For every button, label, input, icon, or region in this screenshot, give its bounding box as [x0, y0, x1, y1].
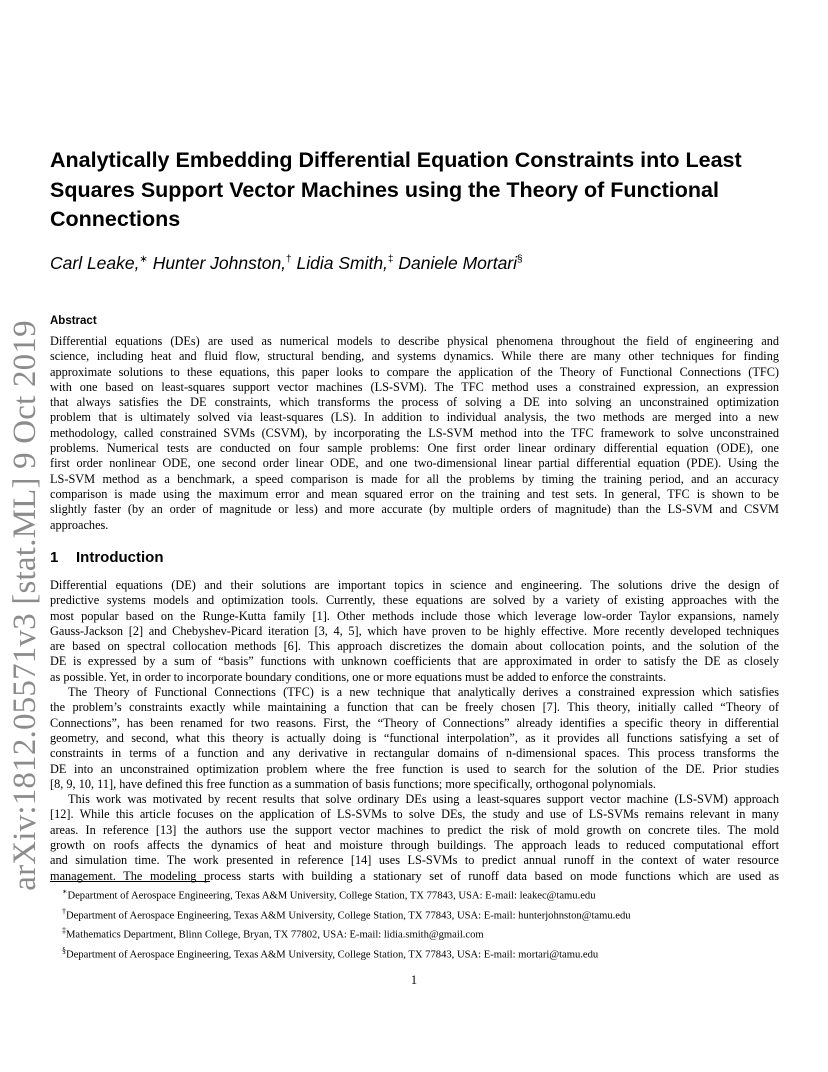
arxiv-identifier [2, 300, 48, 910]
abstract-line: methodology, called constrained SVMs (CSVM), by incorporating the LS-SVM method into the TFC framework to solve unconstrained [50, 425, 779, 440]
title-line: Connections [50, 207, 181, 231]
section-number: 1 [50, 549, 59, 566]
abstract-line: approximate solutions to these equations, this paper looks to compare the application of the Theory of Functional Connections (TFC) [50, 364, 779, 379]
footnote-text: Department of Aerospace Engineering, Texas A&M University, College Station, TX 77843, USA: E-mail: leakec@tamu.edu [67, 890, 596, 902]
abstract-line: first order nonlinear ODE, one second order linear ODE, and one two-dimensional linear partial differential equation (PDE). Using the [50, 456, 779, 471]
intro-line: DE into an unconstrained optimization problem where the free function is used to search for the solution of the DE. Prior studies [50, 761, 779, 776]
intro-line: geometry, and second, what this theory is actually doing is “functional interpolation”, as it provides all functions satisfying a set of [50, 730, 779, 745]
intro-line: as possible. Yet, in order to incorporate boundary conditions, one or more equations must be added to enforce the constraints. [50, 669, 667, 684]
intro-line: Gauss-Jackson [2] and Chebyshev-Picard iteration [3, 4, 5], which have proven to be highly effective. More recently developed techniques [50, 623, 779, 638]
footnote-mark: § [62, 945, 66, 955]
footnote-text: Mathematics Department, Blinn College, Bryan, TX 77802, USA: E-mail: lidia.smith@gmail.com [66, 929, 484, 941]
abstract-line: slightly faster (by an order of magnitude or less) and more accurate (by multiple orders of magnitude) than the LS-SVM and CSVM [50, 502, 779, 517]
footnote-text: Department of Aerospace Engineering, Texas A&M University, College Station, TX 77843, USA: E-mail: mortari@tamu.edu [66, 949, 599, 961]
intro-line: management. The modeling process starts with building a stationary set of runoff data based on mode functions which are used as [50, 868, 779, 883]
intro-line: Differential equations (DE) and their solutions are important topics in science and engineering. The solutions drive the design of [50, 578, 779, 592]
abstract-line: that always satisfies the DE constraints, which transforms the process of solving a DE into solving an unconstrained optimization [50, 395, 779, 410]
intro-line: [8, 9, 10, 11], have defined this free function as a summation of basis functions; more specifically, orthogonal polynomials. [50, 776, 656, 791]
author-name: Lidia Smith, [296, 253, 388, 273]
intro-line: [12]. While this article focuses on the application of LS-SVMs to solve DEs, the study and use of LS-SVMs remains relevant in many [50, 807, 779, 822]
intro-line: The Theory of Functional Connections (TFC) is a new technique that analytically derives a constrained expression which satisfies [68, 685, 779, 700]
footnote [50, 923, 790, 943]
section-title: Introduction [76, 549, 164, 566]
abstract-line: with one based on least-squares support vector machines (LS-SVM). The TFC method uses a constrained expression, an expression [50, 379, 779, 394]
abstract-line: comparison is made using the maximum error and mean squared error on the training and test sets. In general, TFC is shown to be [50, 486, 779, 501]
footnote-mark: ‡ [62, 926, 66, 936]
intro-line: constraints in terms of a function and any derivative in rectangular domains of n-dimensional spaces. This process transforms the [50, 746, 779, 761]
abstract-line: Differential equations (DEs) are used as numerical models to describe physical phenomena throughout the field of engineering and [50, 334, 779, 348]
footnote-mark: ∗ [62, 887, 68, 896]
footnote [50, 943, 790, 963]
author-footnote-mark: § [517, 254, 523, 266]
abstract-line: problem that is ultimately solved via least-squares (LS). In addition to individual analysis, the two methods are merged into a new [50, 410, 779, 425]
abstract-line: LS-SVM method as a benchmark, a speed comparison is made for all the problems by timing the training period, and an accuracy [50, 471, 779, 486]
author-name: Carl Leake, [50, 253, 140, 273]
footnote [50, 884, 790, 904]
title-line: Analytically Embedding Differential Equation Constraints into Least [50, 148, 742, 172]
page-number: 1 [410, 973, 418, 987]
intro-line: most popular based on the Runge-Kutta family [1]. Other methods include those which leverage low-order Taylor expansions, namely [50, 608, 779, 623]
author-list [50, 253, 790, 274]
intro-line: the problem’s constraints exactly while maintaining a function that can be freely chosen [7]. This theory, initially called “Theory of [50, 700, 779, 715]
intro-line: This work was motivated by recent results that solve ordinary DEs using a least-squares support vector machine (LS-SVM) approach [68, 792, 779, 807]
abstract-body [50, 334, 779, 533]
paper-title [50, 146, 790, 235]
abstract-heading: Abstract [50, 315, 97, 327]
title-line: Squares Support Vector Machines using the Theory of Functional [50, 177, 719, 202]
section-heading [50, 549, 163, 566]
abstract-line: approaches. [50, 517, 109, 532]
intro-line: are based on spectral collocation methods [6]. This approach discretizes the domain about collocation points, and the solution of the [50, 639, 779, 654]
arxiv-identifier-text: arXiv:1812.05571v3 [stat.ML] 9 Oct 2019 [6, 319, 43, 891]
footnotes [50, 884, 790, 962]
intro-line: areas. In reference [13] the authors use the support vector machines to predict the risk of mold growth on concrete tiles. The mold [50, 822, 779, 837]
author-name: Hunter Johnston, [152, 253, 287, 273]
author-footnote-mark: ∗ [139, 254, 148, 266]
intro-line: and simulation time. The work presented in reference [14] uses LS-SVMs to predict annual runoff in the context of water resource [50, 853, 779, 868]
author-name: Daniele Mortari [398, 253, 518, 273]
footnote-text: Department of Aerospace Engineering, Texas A&M University, College Station, TX 77843, USA: E-mail: hunterjohnston@tamu.edu [66, 910, 631, 922]
intro-line: predictive systems models and optimization tools. Currently, these equations are solved by a variety of existing approaches with the [50, 593, 779, 608]
intro-line: DE is expressed by a sum of “basis” functions with unknown coefficients that are approximated in order to satisfy the DE as closely [50, 654, 779, 669]
author-footnote-mark: ‡ [387, 254, 394, 266]
abstract-line: problems. Numerical tests are conducted on four sample problems: One first order linear ordinary differential equation (ODE), one [50, 441, 779, 456]
author-footnote-mark: † [286, 254, 292, 266]
footnote-mark: † [62, 906, 66, 916]
footnote-rule [50, 881, 210, 882]
introduction-body [50, 578, 779, 884]
abstract-line: science, including heat and fluid flow, structural bending, and systems dynamics. While there are many other techniques for finding [50, 349, 779, 364]
intro-line: Connections”, has been renamed for two reasons. First, the “Theory of Connections” already identifies a specific theory in differential [50, 715, 779, 730]
footnote [50, 904, 790, 924]
intro-line: growth on roofs affects the dynamics of heat and moisture through buildings. The approach leads to reduced computational effort [50, 838, 779, 853]
